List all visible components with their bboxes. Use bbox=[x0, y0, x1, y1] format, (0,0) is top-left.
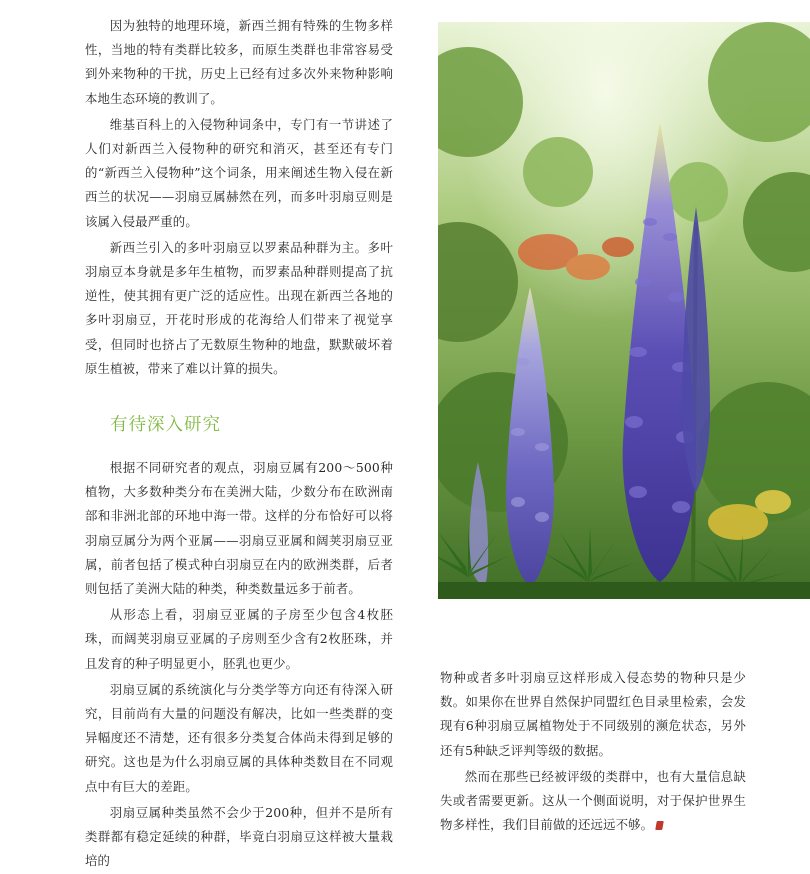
paragraph-nz-biodiversity: 因为独特的地理环境，新西兰拥有特殊的生物多样性，当地的特有类群比较多，而原生类群也非常容易受到外来物种的干扰，历史上已经有过多次外来物种影响本地生态环境的教训了。 bbox=[85, 18, 393, 106]
paragraph-morphology: 从形态上看，羽扇豆亚属的子房至少包含4枚胚珠，而阔荚羽扇豆亚属的子房则至少含有2枚胚珠，并且发育的种子明显更小，胚乳也更少。 bbox=[85, 607, 393, 671]
right-column bbox=[440, 666, 746, 837]
end-mark-icon bbox=[655, 821, 664, 830]
lupine-flower-photo bbox=[438, 22, 810, 599]
left-column bbox=[85, 14, 393, 874]
section-heading: 有待深入研究 bbox=[110, 415, 221, 436]
paragraph-continuation: 物种或者多叶羽扇豆这样形成入侵态势的物种只是少数。如果你在世界自然保护同盟红色目录里检索，会发现有6种羽扇豆属植物处于不同级别的濒危状态，另外还有5种缺乏评判等级的数据。 bbox=[440, 670, 746, 758]
paragraph-species-distribution: 根据不同研究者的观点，羽扇豆属有200～500种植物，大多数种类分布在美洲大陆，少数分布在欧洲南部和非洲北部的环地中海一带。这样的分布恰好可以将羽扇豆属分为两个亚属——羽扇豆亚属和阔荚羽扇豆亚属，前者包括了模式种白羽扇豆在内的欧洲类群，后者则包括了美洲大陆的种类，种类数量远多于前者。 bbox=[85, 460, 393, 597]
paragraph-conclusion bbox=[440, 765, 746, 838]
paragraph-wikipedia-invasive: 维基百科上的入侵物种词条中，专门有一节讲述了人们对新西兰入侵物种的研究和消灭，甚至还有专门的“新西兰入侵物种”这个词条，用来阐述生物入侵在新西兰的状况——羽扇豆属赫然在列，而多叶羽扇豆则是该属入侵最严重的。 bbox=[85, 116, 393, 229]
conclusion-text: 然而在那些已经被评级的类群中，也有大量信息缺失或者需要更新。这从一个侧面说明，对于保护世界生物多样性，我们目前做的还远远不够。 bbox=[440, 768, 746, 833]
paragraph-taxonomy: 羽扇豆属的系统演化与分类学等方向还有待深入研究，目前尚有大量的问题没有解决，比如一些类群的变异幅度还不清楚，还有很多分类复合体尚未得到足够的研究。这也是为什么羽扇豆属的具体种类数目在不同观点中有巨大的差距。 bbox=[85, 681, 393, 794]
paragraph-russell-lupins: 新西兰引入的多叶羽扇豆以罗素品种群为主。多叶羽扇豆本身就是多年生植物，而罗素品种群则提高了抗逆性，使其拥有更广泛的适应性。出现在新西兰各地的多叶羽扇豆，开花时形成的花海给人们带来了视觉享受，但同时也挤占了无数原生物种的地盘，默默破坏着原生植被，带来了难以计算的损失。 bbox=[85, 239, 393, 376]
paragraph-population: 羽扇豆属种类虽然不会少于200种，但并不是所有类群都有稳定延续的种群，毕竟白羽扇豆这样被大量栽培的 bbox=[85, 804, 393, 869]
